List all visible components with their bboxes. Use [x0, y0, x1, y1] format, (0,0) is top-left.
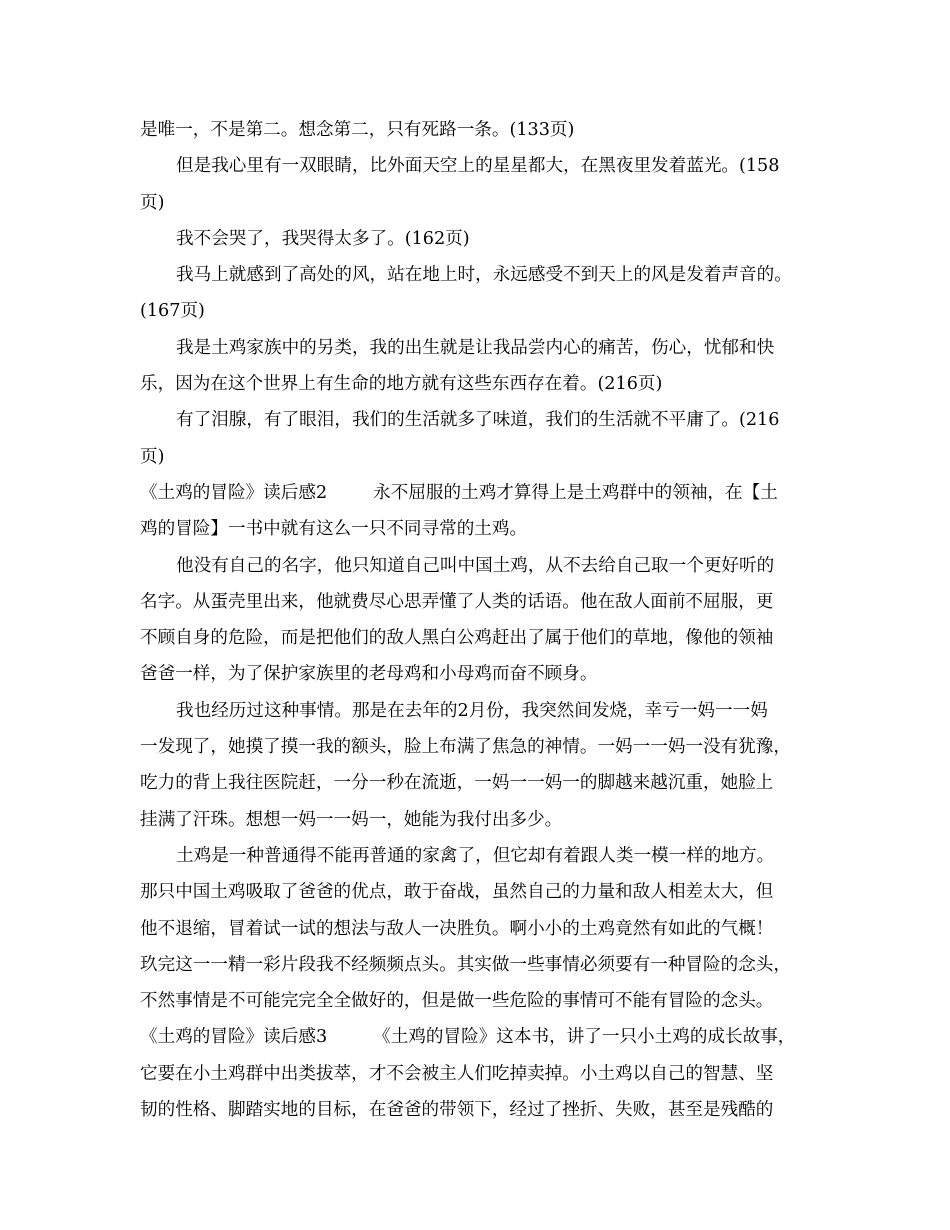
- line-text: 土鸡是一种普通得不能再普通的家禽了，但它却有着跟人类一模一样的地方。: [176, 845, 775, 866]
- text-line: [140, 911, 816, 947]
- text-line: [140, 112, 816, 148]
- line-text: 吃力的背上我往医院赶，一分一秒在流逝，一妈一一妈一的脚越来越沉重，她脸上: [140, 773, 774, 794]
- line-text: 它要在小土鸡群中出类拔萃，才不会被主人们吃掉卖掉。小土鸡以自己的智慧、坚: [140, 1063, 774, 1084]
- line-text: 页): [140, 446, 165, 467]
- line-text: 不然事情是不可能完完全全做好的，但是做一些危险的事情可不能有冒险的念头。: [140, 991, 774, 1012]
- text-line: [140, 584, 816, 620]
- line-text: 是唯一，不是第二。想念第二，只有死路一条。(133页): [140, 120, 575, 140]
- text-line: [140, 1056, 816, 1092]
- line-text: 永不屈服的土鸡才算得上是土鸡群中的领袖，在【土: [373, 482, 778, 503]
- text-line: [140, 148, 816, 184]
- text-line: [140, 729, 816, 765]
- essay-heading-line: [140, 475, 816, 511]
- line-text: 不顾自身的危险，而是把他们的敌人黑白公鸡赶出了属于他们的草地，像他的领袖: [140, 628, 774, 649]
- text-line: [140, 548, 816, 584]
- text-line: [140, 838, 816, 874]
- line-text: 乐，因为在这个世界上有生命的地方就有这些东西存在着。(216页): [140, 374, 663, 395]
- text-line: [140, 765, 816, 801]
- line-text: 但是我心里有一双眼睛，比外面天空上的星星都大，在黑夜里发着蓝光。(158: [176, 156, 780, 177]
- text-line: [140, 1092, 816, 1128]
- text-line: [140, 656, 816, 692]
- text-line: [140, 802, 816, 838]
- essay-heading-line: [140, 1019, 816, 1055]
- line-text: 他不退缩，冒着试一试的想法与敌人一决胜负。啊小小的土鸡竟然有如此的气概！: [140, 918, 774, 939]
- text-line: [140, 366, 816, 402]
- line-text: 《土鸡的冒险》这本书，讲了一只小土鸡的成长故事，: [373, 1027, 796, 1048]
- line-text: 他没有自己的名字，他只知道自己叫中国土鸡，从不去给自己取一个更好听的: [176, 555, 775, 576]
- line-text: (167页): [140, 301, 205, 322]
- text-line: [140, 402, 816, 438]
- line-text: 爸爸一样，为了保护家族里的老母鸡和小母鸡而奋不顾身。: [140, 664, 598, 685]
- text-line: [140, 293, 816, 329]
- line-text: 我马上就感到了高处的风，站在地上时，永远感受不到天上的风是发着声音的。: [176, 265, 792, 286]
- line-text: 韧的性格、脚踏实地的目标，在爸爸的带领下，经过了挫折、失败，甚至是残酷的: [140, 1100, 774, 1121]
- line-text: 玖完这一一精一彩片段我不经频频点头。其实做一些事情必须要有一种冒险的念头，: [140, 954, 791, 975]
- text-line: [140, 620, 816, 656]
- line-text: 我不会哭了，我哭得太多了。(162页): [176, 228, 470, 249]
- line-text: 鸡的冒险】一书中就有这么一只不同寻常的土鸡。: [140, 519, 528, 540]
- text-line: [140, 221, 816, 257]
- text-line: [140, 983, 816, 1019]
- text-line: [140, 439, 816, 475]
- line-text: 那只中国土鸡吸取了爸爸的优点，敢于奋战，虽然自己的力量和敌人相差太大，但: [140, 882, 774, 903]
- text-line: [140, 874, 816, 910]
- text-line: [140, 330, 816, 366]
- text-line: [140, 257, 816, 293]
- line-text: 一发现了，她摸了摸一我的额头，脸上布满了焦急的神情。一妈一一妈一没有犹豫，: [140, 737, 791, 758]
- line-text: 挂满了汗珠。想想一妈一一妈一，她能为我付出多少。: [140, 809, 563, 830]
- text-line: [140, 947, 816, 983]
- essay-heading: 《土鸡的冒险》读后感3: [140, 1027, 328, 1048]
- line-text: 我也经历过这种事情。那是在去年的2月份，我突然间发烧，幸亏一妈一一妈: [176, 700, 768, 721]
- document-body: [140, 112, 816, 1128]
- text-line: [140, 511, 816, 547]
- line-text: 我是土鸡家族中的另类，我的出生就是让我品尝内心的痛苦，伤心，忧郁和快: [176, 337, 775, 358]
- line-text: 名字。从蛋壳里出来，他就费尽心思弄懂了人类的话语。他在敌人面前不屈服，更: [140, 591, 774, 612]
- essay-heading: 《土鸡的冒险》读后感2: [140, 482, 328, 503]
- text-line: [140, 185, 816, 221]
- text-line: [140, 693, 816, 729]
- line-text: 有了泪腺，有了眼泪，我们的生活就多了味道，我们的生活就不平庸了。(216: [176, 410, 780, 431]
- line-text: 页): [140, 192, 165, 213]
